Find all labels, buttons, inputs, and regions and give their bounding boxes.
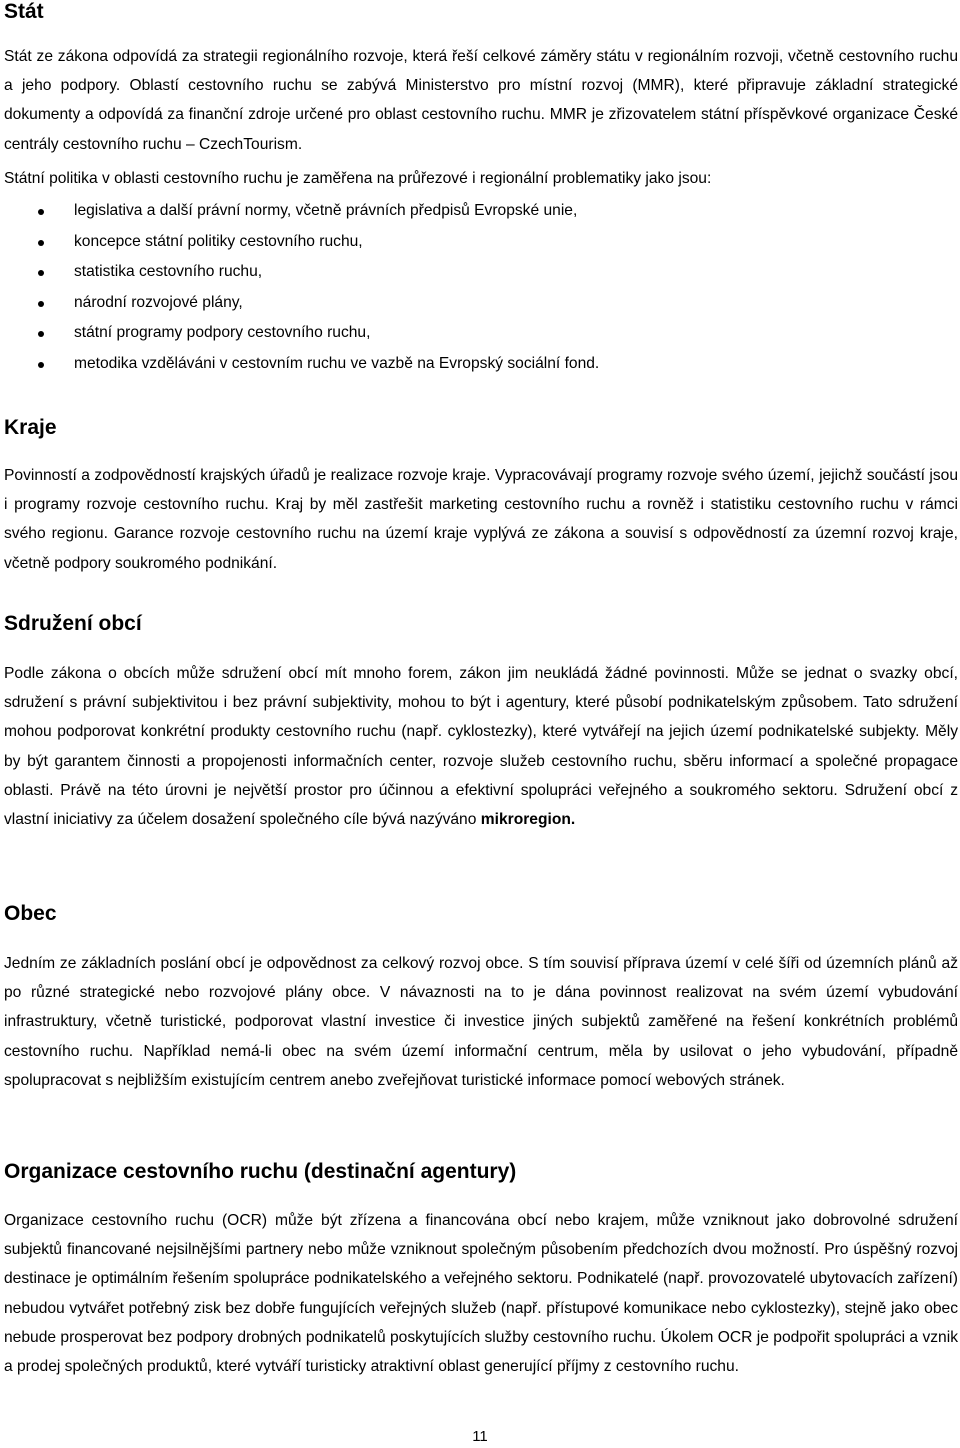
list-item: metodika vzděláváni v cestovním ruchu ve vazbě na Evropský sociální fond.	[0, 349, 900, 380]
paragraph-ocr: Organizace cestovního ruchu (OCR) může být zřízena a financována obcí nebo krajem, může vzniknout jako dobrovolné sdružení subjektů financované nejsilnějšími partnery nebo může vzniknout společným působením předchozích dvou možností. Pro úspěšný rozvoj destinace je optimálním řešením spolupráce podnikatelského a veřejného sektoru. Podnikatelé (např. provozovatelé ubytovacích zařízení) nebudou vytvářet potřebný zisk bez dobře fungujících veřejných služeb (např. přístupové komunikace nebo cyklostezky), stejně jako obec nebude prosperovat bez podpory drobných podnikatelů poskytujících služby cestovního ruchu. Úkolem OCR je podpořit spolupráci a vznik a prodej společných produktů, které vytváří turisticky atraktivní oblast generující příjmy z cestovního ruchu.	[4, 1212, 958, 1376]
bullet-icon	[38, 362, 44, 368]
bullet-icon	[38, 270, 44, 276]
list-item: státní programy podpory cestovního ruchu,	[0, 318, 900, 349]
heading-ocr: Organizace cestovního ruchu (destinační agentury)	[4, 1160, 517, 1183]
heading-kraje: Kraje	[4, 416, 57, 439]
bullet-icon	[38, 301, 44, 307]
bullet-icon	[38, 240, 44, 246]
list-item: národní rozvojové plány,	[0, 288, 900, 319]
page-number: 11	[472, 1428, 488, 1445]
list-item: statistika cestovního ruchu,	[0, 257, 900, 288]
paragraph-kraje: Povinností a zodpovědností krajských úřadů je realizace rozvoje kraje. Vypracovávají programy rozvoje svého území, jejichž součástí jsou i programy rozvoje cestovního ruchu. Kraj by měl zastřešit marketing cestovního ruchu a rovněž i statistiku cestovního ruchu v rámci svého regionu. Garance rozvoje cestovního ruchu na území kraje vyplývá ze zákona a souvisí s odpovědností za územní rozvoj kraje, včetně podpory soukromého podnikání.	[4, 467, 958, 572]
heading-sdruzeni-obci: Sdružení obcí	[4, 612, 142, 635]
heading-obec: Obec	[4, 902, 57, 925]
paragraph-stat-intro: Stát ze zákona odpovídá za strategii regionálního rozvoje, která řeší celkové záměry státu v regionálním rozvoji, včetně cestovního ruchu a jeho podpory. Oblastí cestovního ruchu se zabývá Ministerstvo pro místní rozvoj (MMR), které připravuje základní strategické dokumenty a odpovídá za finanční zdroje určené pro oblast cestovního ruchu. MMR je zřizovatelem státní příspěvkové organizace České centrály cestovního ruchu – CzechTourism.	[4, 48, 958, 153]
list-item: koncepce státní politiky cestovního ruchu,	[0, 227, 900, 258]
bullet-icon	[38, 331, 44, 337]
paragraph-obec: Jedním ze základních poslání obcí je odpovědnost za celkový rozvoj obce. S tím souvisí příprava území v celé šíři od územních plánů až po různé strategické nebo rozvojové plány obce. V návaznosti na to je dána povinnost realizovat na svém území vybudování infrastruktury, včetně turistické, podporovat vlastní investice či investice jiných subjektů zaměřené na řešení konkrétních problémů cestovního ruchu. Například nemá-li obec na svém území informační centrum, měla by usilovat o jeho vybudování, případně spolupracovat s nejbližším existujícím centrem anebo zveřejňovat turistické informace pomocí webových stránek.	[4, 955, 958, 1089]
paragraph-stat-policy: Státní politika v oblasti cestovního ruchu je zaměřena na průřezové i regionální problematiky jako jsou:	[4, 170, 712, 187]
bullet-icon	[38, 209, 44, 215]
heading-stat: Stát	[4, 0, 44, 23]
paragraph-sdruzeni-obci: Podle zákona o obcích může sdružení obcí mít mnoho forem, zákon jim neukládá žádné povinnosti. Může se jednat o svazky obcí, sdružení s právní subjektivitou i bez právní subjektivity, mohou to být i agentury, které působí podnikatelským způsobem. Tato sdružení mohou podporovat konkrétní produkty cestovního ruchu (např. cyklostezky), které vytvářejí na jejich území podnikatelské subjekty. Měly by být garantem činnosti a propojenosti informačních center, rozvoje služeb cestovního ruchu, sběru informací a společné propagace oblasti. Právě na této úrovni je největší prostor pro účinnou a efektivní spolupráci veřejného a soukromého sektoru. Sdružení obcí z vlastní iniciativy za účelem dosažení společného cíle bývá nazýváno mikroregion.	[4, 665, 958, 829]
term-mikroregion: mikroregion.	[480, 811, 576, 829]
bullet-list-policy	[0, 196, 900, 380]
list-item: legislativa a další právní normy, včetně právních předpisů Evropské unie,	[0, 196, 900, 227]
